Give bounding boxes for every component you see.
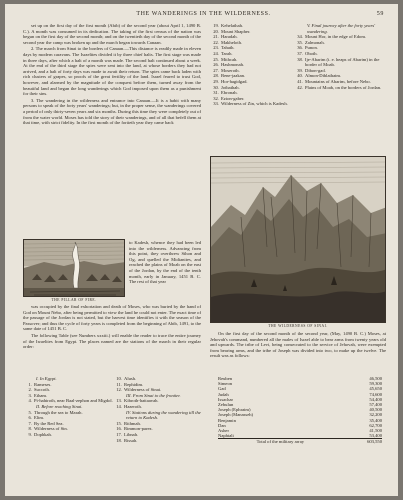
total-count: 603,550 xyxy=(343,439,382,445)
tribe-name: Reuben xyxy=(218,376,233,381)
station-item xyxy=(23,432,113,438)
running-header xyxy=(23,11,384,21)
stations-list-3 xyxy=(210,23,292,155)
tribe-count: 35,400 xyxy=(369,417,382,423)
tribe-count: 45,650 xyxy=(369,386,382,392)
station-number: 27. xyxy=(213,67,219,73)
station-number: 25. xyxy=(213,56,219,62)
book-page xyxy=(5,4,398,496)
station-number: 39. xyxy=(297,67,303,73)
station-item xyxy=(294,23,386,34)
station-name: Through the sea to Marah. xyxy=(34,409,83,415)
station-number: 2. xyxy=(28,387,32,393)
tribe-name: Issachar xyxy=(218,396,234,402)
tribe-count: 53,400 xyxy=(369,433,382,439)
station-name: Rissah. xyxy=(124,437,138,443)
station-name: Mithcah. xyxy=(221,56,238,62)
station-name: Punon. xyxy=(305,45,318,51)
tribe-name: Dan xyxy=(218,422,226,428)
station-name: Tarah. xyxy=(221,50,233,56)
station-name: Kehelathah. xyxy=(221,23,244,28)
station-name: Rithmah. xyxy=(124,420,141,426)
station-number: 6. xyxy=(28,415,32,421)
paragraph: The following Table (see Numbers xxxiii.) will enable the reader to trace the entire journey of the Israelites from Egypt. The places named are the stations of the march in their regular order: xyxy=(23,332,201,350)
station-name: Etham. xyxy=(34,392,48,398)
tribe-name: Simeon xyxy=(218,381,233,387)
station-number: 9. xyxy=(28,431,32,437)
station-name: Rimmon-parez. xyxy=(124,426,153,432)
station-number: 7. xyxy=(28,420,32,426)
wilderness-of-sinai-illustration xyxy=(210,156,386,323)
tribe-count: 54,400 xyxy=(369,396,382,402)
left-column-top xyxy=(23,23,201,237)
station-name: Oboth. xyxy=(305,50,318,56)
station-name: Rameses. xyxy=(34,381,52,387)
station-name: Haradah. xyxy=(221,34,238,40)
station-number: 4. xyxy=(28,398,32,404)
station-name: Bene-jaakan. xyxy=(221,73,246,79)
tribe-name: Asher xyxy=(218,428,229,434)
tribe-count: 32,200 xyxy=(369,412,382,418)
station-number: 35. xyxy=(297,39,303,45)
station-number: 16. xyxy=(116,426,122,432)
station-number: 31. xyxy=(213,90,219,96)
tribe-count: 40,500 xyxy=(369,407,382,413)
station-number: 29. xyxy=(213,78,219,84)
station-number: 15. xyxy=(116,420,122,426)
station-name: Wilderness of Sinai. xyxy=(124,387,162,393)
tribe-count: 41,500 xyxy=(369,428,382,434)
station-name: Wilderness of Zin, which is Kadesh. xyxy=(221,101,288,107)
station-number: 23. xyxy=(213,45,219,51)
tribe-name: Joseph (Ephraim) xyxy=(218,407,251,413)
tribe-count: 62,700 xyxy=(369,422,382,428)
station-number: 30. xyxy=(213,84,219,90)
station-name: Mountains of Abarim, before Nebo. xyxy=(305,78,371,84)
station-number: 32. xyxy=(213,95,219,101)
paragraph: 2. The march from Sinai to the borders of Canaan.—This distance is readily made in eleven days by modern caravans. The Israelites divided it by three chief halts. The first stage was made in three days, after which a halt of a month was made. The second halt continued about a week. At the end of the third stage the spies were sent into the land, at whose borders they had not arrived, and a halt of forty days was made to await their return. The spies came back laden with rich clusters of grapes, so proofs of the great fertility of the land. Israel feared to trust God, however, and alarmed by the magnitude of the conquest before them, turned away from the beautiful land and began the long wanderings which God imposed upon them as a punishment for their sins. xyxy=(23,46,201,97)
tribe-count: 74,600 xyxy=(369,391,382,397)
tribe-name: Gad xyxy=(218,386,226,392)
stations-list-4 xyxy=(294,23,386,155)
tribe-count: 46,500 xyxy=(369,376,382,381)
station-number: 8. xyxy=(28,426,32,432)
station-group-heading: V. Final journey after the forty years' wandering. xyxy=(307,23,376,34)
paragraph: was occupied by the final exhortation and death of Moses, who was buried by the hand of God on Mount Nebo, after being permitted to view the land he could not enter. The exact time of the passage of the Jordan is not stated, but the harvest time identifies it with the season of the Passover; and thus the cycle of forty years is completed from the beginning of Abib, 1491, to the same date of 1451 B. C. xyxy=(23,304,201,332)
station-group-heading: IV. Stations during the wandering till the return to Kadesh. xyxy=(126,409,201,421)
station-number: 24. xyxy=(213,50,219,56)
station-name: Dibon-gad. xyxy=(305,67,326,73)
tribe-name: Judah xyxy=(218,391,229,397)
running-title: THE WANDERINGS IN THE WILDERNESS. xyxy=(136,11,271,17)
census-intro xyxy=(210,331,386,375)
tribe-count: 57,400 xyxy=(369,402,382,408)
station-number: 41. xyxy=(297,78,303,84)
station-number: 20. xyxy=(213,28,219,34)
station-number: 19. xyxy=(213,23,219,28)
paragraph: to Kadesh, whence they had been led into the wilderness. Advancing from this point, they overthrew Sihon and Og, and quelled the Midianites, and reached the plains of Moab on the east of the Jordan, by the end of the tenth month, early in January, 1451 B. C. The rest of that year xyxy=(129,240,201,285)
station-number: 22. xyxy=(213,39,219,45)
tribe-name: Naphtali xyxy=(218,433,234,439)
wilderness-of-sinai-caption: THE WILDERNESS OF SINAI. xyxy=(268,324,328,328)
station-name: Alush. xyxy=(124,376,137,381)
station-group-heading: III. From Sinai to the frontier. xyxy=(126,392,181,398)
station-name: Elim. xyxy=(34,415,45,421)
census-table-container xyxy=(218,376,382,488)
wrap-paragraph xyxy=(129,240,201,300)
station-number: 36. xyxy=(297,45,303,51)
stations-list-1 xyxy=(23,376,113,488)
station-number: 34. xyxy=(297,34,303,40)
station-name: Plains of Moab, on the borders of Jordan. xyxy=(305,84,382,90)
station-group-heading: II. Before reaching Sinai. xyxy=(36,403,83,409)
station-number: 13. xyxy=(116,398,122,404)
tribe-name: Benjamin xyxy=(218,417,236,423)
left-column-bottom xyxy=(23,304,201,374)
station-item xyxy=(294,85,386,91)
station-number: 28. xyxy=(213,73,219,79)
station-number: 12. xyxy=(116,387,122,393)
station-number: 11. xyxy=(116,381,122,387)
station-name: Hazeroth. xyxy=(124,403,142,409)
station-number: 17. xyxy=(116,431,122,437)
station-item xyxy=(113,438,203,444)
station-number: 37. xyxy=(297,50,303,56)
station-number: 26. xyxy=(213,62,219,68)
station-number: 42. xyxy=(297,84,303,90)
station-number: 40. xyxy=(297,73,303,79)
station-name: Mount Hor, in the edge of Edom. xyxy=(305,34,367,40)
station-name: Moseroth. xyxy=(221,67,240,73)
station-name: Pi-hahiroth, near Baal-zephon and Migdol. xyxy=(34,398,113,404)
station-name: Tahath. xyxy=(221,45,235,51)
station-name: Almon-Diblathaim. xyxy=(305,73,342,79)
station-number: 38. xyxy=(297,56,303,62)
station-number: 1. xyxy=(28,381,32,387)
station-item xyxy=(294,57,386,68)
tribe-name: Joseph (Manasseh) xyxy=(218,412,254,418)
paragraph: set up on the first day of the first month (Abib) of the second year (about April 1, 1490 B. C.). A month was consumed in its dedication. The taking of the first census of the nation was begun on the first day of the second month; and on the twentieth day of the second month of the second year the camp was broken up and the march began towards Canaan. xyxy=(23,23,201,45)
station-name: Kibroth-hattaavah. xyxy=(124,398,159,404)
census-table xyxy=(218,376,382,445)
station-name: Dophkah. xyxy=(34,431,52,437)
station-group-heading: I. In Egypt. xyxy=(36,376,57,381)
station-number: 3. xyxy=(28,392,32,398)
station-name: Zalmonah. xyxy=(305,39,325,45)
station-name: Rephidim. xyxy=(124,381,144,387)
station-name: Hor-hagidgad. xyxy=(221,78,248,84)
station-name: Wilderness of Sin. xyxy=(34,426,68,432)
tribe-count: 59,300 xyxy=(369,381,382,387)
tribe-name: Zebulun xyxy=(218,402,234,408)
station-number: 18. xyxy=(116,437,122,443)
page-number: 59 xyxy=(376,11,384,17)
station-item xyxy=(113,410,203,421)
paragraph: 3. The wandering in the wilderness and entrance into Canaan.—It is a habit with many persons to speak of the forty years' wanderings; but, in the proper sense, the wanderings covered a period of only thirty-seven years and six months. During this time they were completely out of from the water world. Moses has told the story of their wanderings, and of all that befell them at that time, with strict fidelity. In the first month of the fortieth year they came back xyxy=(23,97,201,126)
station-number: 14. xyxy=(116,403,122,409)
station-number: 5. xyxy=(28,409,32,415)
station-name: Ebronah. xyxy=(221,90,238,96)
total-label: Total of the military array xyxy=(218,439,343,445)
station-name: Ezion-gaber. xyxy=(221,95,245,101)
station-number: 33. xyxy=(213,101,219,107)
station-name: By the Red Sea. xyxy=(34,420,64,426)
pillar-of-fire-caption: THE PILLAR OF FIRE. xyxy=(51,298,97,302)
station-name: Jotbathah. xyxy=(221,84,240,90)
paragraph: On the first day of the second month of the second year, (May, 1490 B. C.) Moses, at Jehovah's command, numbered all the males of Israel able to bear arms from twenty years old and upwards. The tribe of Levi, being consecrated to the service of Jehovah, were exempted from bearing arms, and the tribe of Joseph was divided into two, to make up the twelve. The result was as follows: xyxy=(210,331,386,359)
station-name: Makheloth. xyxy=(221,39,243,45)
station-number: 10. xyxy=(116,376,122,381)
station-name: Mount Shapher. xyxy=(221,28,251,34)
station-name: Ije-Abarim (i. e. heaps of Abarim) in the border of Moab. xyxy=(305,56,380,68)
census-total-row xyxy=(218,439,382,445)
station-item xyxy=(210,101,292,107)
station-name: Hashmonah. xyxy=(221,62,245,68)
station-name: Libnah. xyxy=(124,431,139,437)
stations-list-2 xyxy=(113,376,203,488)
station-number: 21. xyxy=(213,34,219,40)
station-name: Succoth. xyxy=(34,387,50,393)
pillar-of-fire-illustration xyxy=(23,239,125,297)
